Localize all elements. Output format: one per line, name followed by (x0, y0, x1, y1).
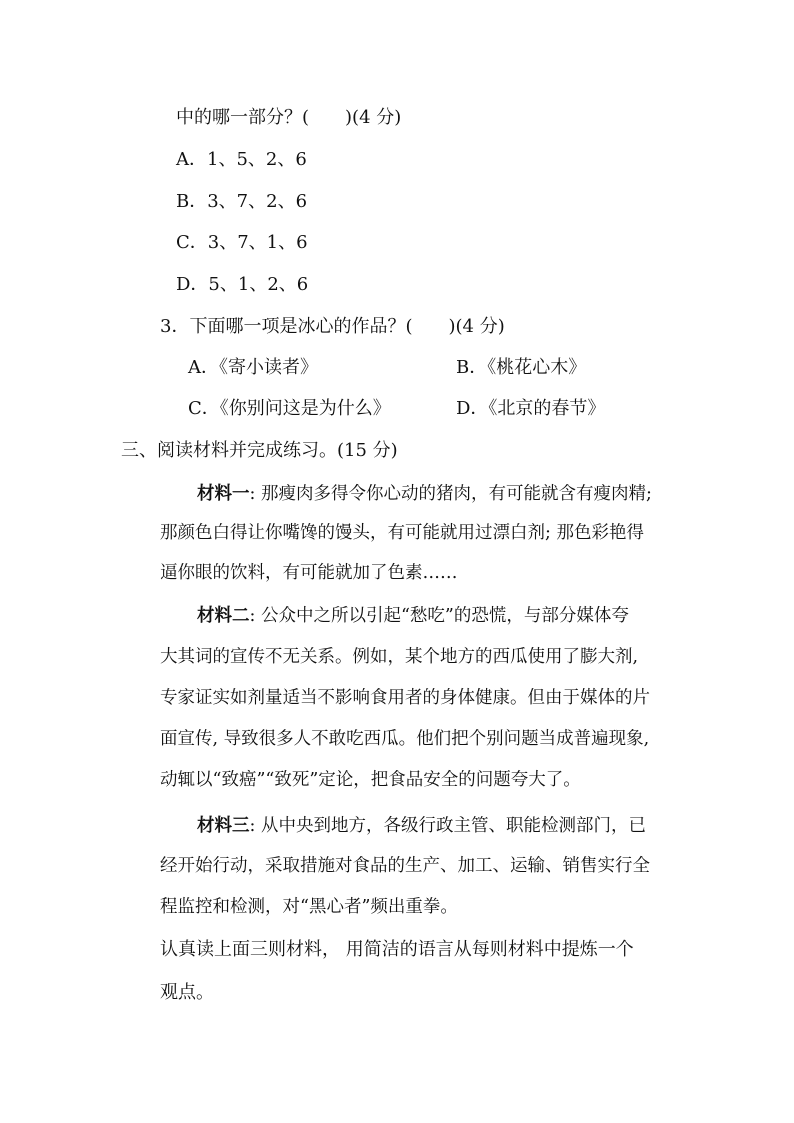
material-2-line-4: 面宣传, 导致很多人不敢吃西瓜。他们把个别问题当成普遍现象, (160, 729, 650, 749)
q2-option-c: C．3、7、1、6 (176, 232, 308, 253)
q2-option-d: D．5、1、2、6 (176, 274, 309, 295)
q3-option-a: A．《寄小读者》 (188, 357, 318, 378)
material-1-line-3: 逼你眼的饮料，有可能就加了色素…… (160, 563, 458, 583)
q2-option-a: A．1、5、2、6 (176, 149, 307, 170)
material-2-line-2: 大其词的宣传不无关系。例如，某个地方的西瓜使用了膨大剂, (160, 647, 639, 667)
material-2-line-5: 动辄以“致癌”“致死”定论，把食品安全的问题夸大了。 (160, 770, 581, 790)
q2-option-b: B．3、7、2、6 (176, 191, 308, 212)
q3-option-c: C．《你别问这是为什么》 (188, 398, 391, 419)
material-3-line-3: 程监控和检测，对“黑心者”频出重拳。 (160, 897, 458, 917)
q3-option-d: D．《北京的春节》 (456, 398, 606, 419)
section-heading: 三、阅读材料并完成练习。(15 分) (121, 440, 398, 461)
material-1-line-2: 那颜色白得让你嘴馋的馒头，有可能就用过漂白剂; 那色彩艳得 (160, 523, 644, 543)
material-1-label: 材料一 (197, 484, 250, 504)
material-2-label: 材料二 (197, 606, 250, 626)
material-3-label: 材料三 (197, 816, 250, 836)
material-3-line-1: 材料三: 从中央到地方，各级行政主管、职能检测部门，已 (197, 816, 646, 836)
material-2-line-1: 材料二: 公众中之所以引起“愁吃”的恐慌，与部分媒体夸 (197, 606, 629, 626)
material-3-line-2: 经开始行动，采取措施对食品的生产、加工、运输、销售实行全 (160, 856, 650, 876)
q3-option-b: B．《桃花心木》 (456, 357, 587, 378)
material-1-line-1: 材料一: 那瘦肉多得令你心动的猪肉，有可能就含有瘦肉精; (197, 484, 652, 504)
material-2-line-3: 专家证实如剂量适当不影响食用者的身体健康。但由于媒体的片 (160, 688, 650, 708)
q2-stem-tail: 中的哪一部分？( )(4 分) (176, 107, 402, 128)
task-line-2: 观点。 (160, 982, 214, 1003)
q3-stem: 3．下面哪一项是冰心的作品？( )(4 分) (160, 316, 505, 337)
task-line-1: 认真读上面三则材料， 用简洁的语言从每则材料中提炼一个 (160, 939, 634, 960)
